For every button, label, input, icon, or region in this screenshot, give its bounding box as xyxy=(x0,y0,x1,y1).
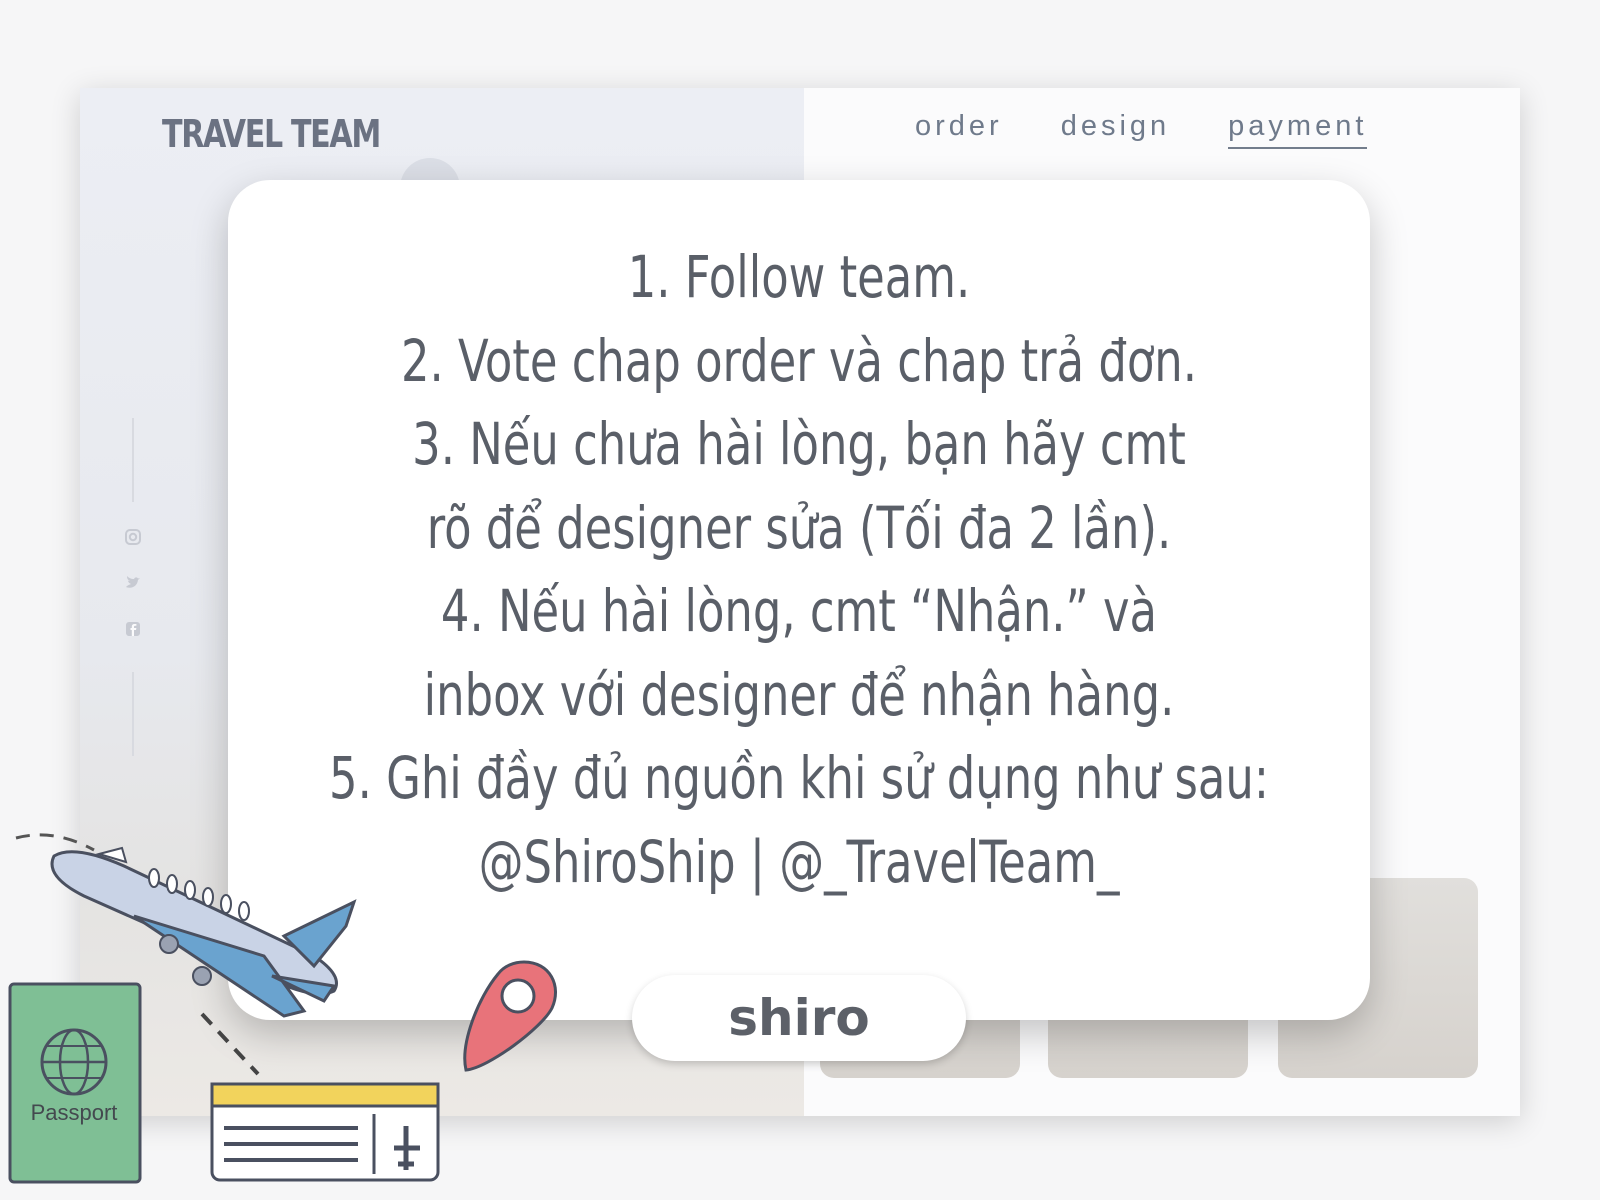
nav-order[interactable]: order xyxy=(915,110,1003,142)
divider xyxy=(132,672,134,756)
nav-design[interactable]: design xyxy=(1060,110,1171,142)
shiro-badge xyxy=(632,975,966,1061)
social-sidebar xyxy=(118,418,148,778)
rule-line: rõ để designer sửa (Tối đa 2 lần). xyxy=(426,493,1172,562)
passport-label: Passport xyxy=(30,1100,118,1125)
instagram-icon[interactable] xyxy=(124,528,142,546)
facebook-icon[interactable] xyxy=(124,620,142,638)
rule-line: 2. Vote chap order và chap trả đơn. xyxy=(400,326,1197,395)
map-pin-icon xyxy=(458,958,568,1078)
passport-icon xyxy=(6,980,146,1190)
twitter-icon[interactable] xyxy=(124,574,142,592)
nav-payment[interactable]: payment xyxy=(1228,110,1367,149)
rules-card xyxy=(228,180,1370,1020)
shiro-label: shiro xyxy=(728,989,870,1047)
rule-line: 5. Ghi đầy đủ nguồn khi sử dụng như sau: xyxy=(329,744,1269,812)
rule-line: 3. Nếu chưa hài lòng, bạn hãy cmt xyxy=(412,410,1186,478)
rule-line: inbox với designer để nhận hàng. xyxy=(423,660,1175,729)
site-logo[interactable]: TRAVEL TEAM xyxy=(162,112,380,156)
rules-list xyxy=(228,236,1370,904)
rule-line: 4. Nếu hài lòng, cmt “Nhận.” và xyxy=(440,577,1158,645)
top-nav xyxy=(915,110,1367,149)
rule-line: 1. Follow team. xyxy=(627,243,971,311)
ticket-icon xyxy=(208,1070,448,1190)
rule-line: @ShiroShip | @_TravelTeam_ xyxy=(478,827,1120,896)
divider xyxy=(132,418,134,502)
